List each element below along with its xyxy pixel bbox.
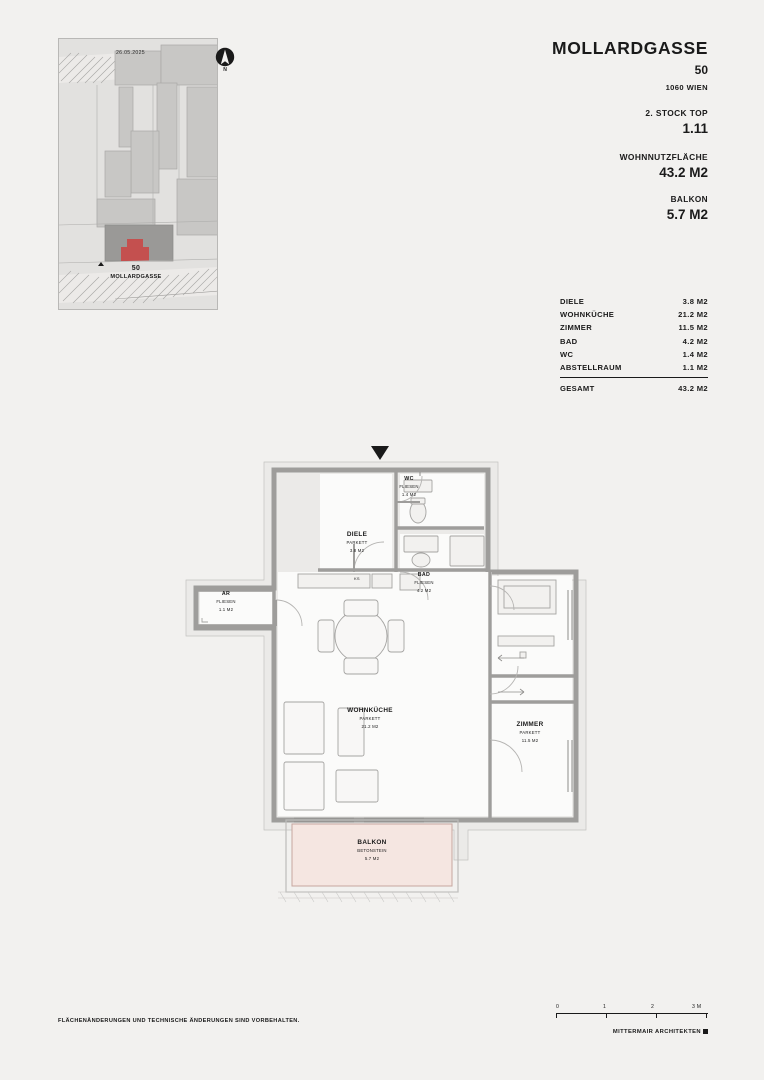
scale-bar <box>556 1004 708 1018</box>
schedule-room-area: 1.1 M2 <box>682 363 708 373</box>
room-label-wc: WC FLIESEN 1.4 M2 <box>399 476 419 497</box>
title-area-label: WOHNNUTZFLÄCHE <box>619 152 708 162</box>
schedule-room-area: 4.2 M2 <box>682 336 708 346</box>
architect-credit <box>613 1028 708 1035</box>
schedule-room-name: BAD <box>560 336 578 346</box>
scale-tick-0: 0 <box>556 1004 560 1010</box>
scale-tick-3: 3 M <box>692 1004 702 1010</box>
title-unit-number: 1.11 <box>682 121 708 136</box>
scale-tick-1: 1 <box>603 1004 607 1010</box>
disclaimer-text: FLÄCHENÄNDERUNGEN UND TECHNISCHE ÄNDERUNGEN SIND VORBEHALTEN. <box>58 1018 300 1024</box>
title-area-value: 43.2 M2 <box>659 165 708 180</box>
schedule-row <box>560 295 708 308</box>
title-city: 1060 WIEN <box>665 83 708 92</box>
title-floor-label: 2. STOCK TOP <box>645 108 708 118</box>
scale-bar-line <box>556 1013 708 1018</box>
room-label-wohnkueche: WOHNKÜCHE PARKETT 21.2 M2 <box>347 707 393 729</box>
page-title: MOLLARDGASSE <box>552 38 708 58</box>
floor-plan <box>168 440 596 940</box>
schedule-total-value: 43.2 M2 <box>678 384 708 394</box>
title-house-number: 50 <box>694 63 708 77</box>
site-plan-date: 26.05.2025 <box>116 50 145 56</box>
schedule-room-name: WC <box>560 349 574 359</box>
room-label-bad: BAD FLIESEN 4.2 M2 <box>414 572 434 593</box>
site-address-label <box>96 265 176 281</box>
schedule-room-name: ABSTELLRAUM <box>560 363 622 373</box>
north-arrow-icon <box>214 46 236 72</box>
scale-tick-2: 2 <box>651 1004 655 1010</box>
schedule-row <box>560 308 708 321</box>
schedule-room-name: ZIMMER <box>560 323 593 333</box>
schedule-row <box>560 361 708 374</box>
site-street-number: 50 <box>131 265 141 272</box>
schedule-room-name: WOHNKÜCHE <box>560 310 615 320</box>
site-street-name: MOLLARDGASSE <box>110 273 162 280</box>
schedule-row <box>560 335 708 348</box>
schedule-room-area: 1.4 M2 <box>682 349 708 359</box>
title-balcony-label: BALKON <box>670 195 708 204</box>
title-balcony-value: 5.7 M2 <box>666 207 708 222</box>
room-label-zimmer: ZIMMER PARKETT 11.5 M2 <box>516 721 544 743</box>
schedule-room-area: 3.8 M2 <box>682 297 708 306</box>
schedule-row <box>560 348 708 361</box>
kitchen-sink-tag: KS <box>354 576 360 581</box>
architect-logo-icon <box>703 1029 708 1034</box>
schedule-room-name: DIELE <box>560 297 585 306</box>
room-label-ar: AR FLIESEN 1.1 M2 <box>216 591 236 612</box>
schedule-room-area: 21.2 M2 <box>678 310 708 320</box>
title-block <box>408 38 708 222</box>
schedule-room-area: 11.5 M2 <box>678 323 708 333</box>
architect-name: MITTERMAIR ARCHITEKTEN <box>612 1029 701 1035</box>
schedule-row <box>560 321 708 334</box>
entry-arrow-icon <box>371 446 389 460</box>
schedule-total-label: GESAMT <box>560 384 595 394</box>
room-label-diele: DIELE PARKETT 3.8 M2 <box>346 531 368 553</box>
schedule-total-row <box>560 377 708 395</box>
svg-text:N: N <box>223 67 227 72</box>
room-label-balkon: BALKON BETONSTEIN 5.7 M2 <box>357 839 387 861</box>
room-schedule <box>560 295 708 395</box>
